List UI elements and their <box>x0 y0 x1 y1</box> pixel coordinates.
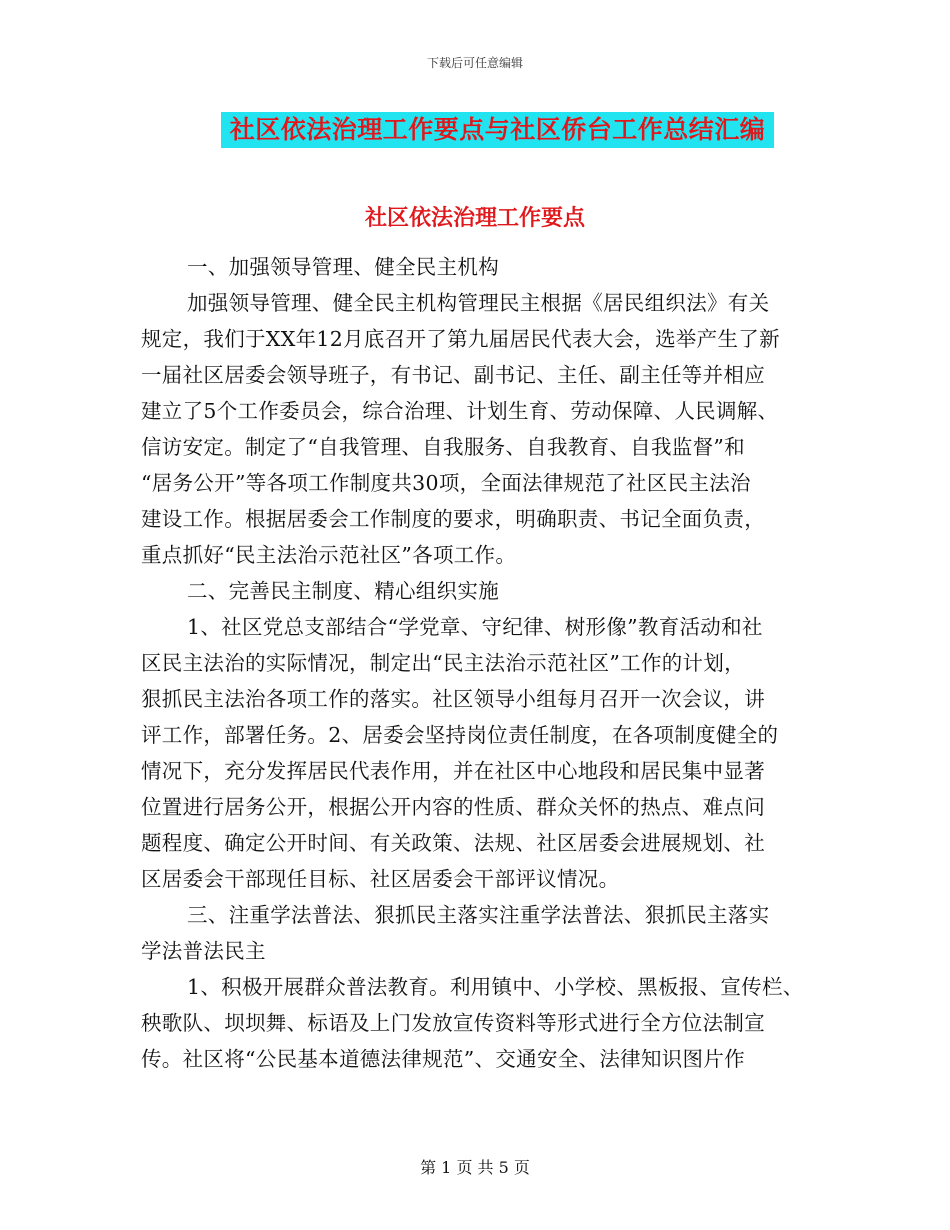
paragraph-line: 区居委会干部现任目标、社区居委会干部评议情况。 <box>141 867 620 891</box>
document-main-title: 社区依法治理工作要点与社区侨台工作总结汇编 <box>221 112 774 148</box>
paragraph-line: 1、积极开展群众普法教育。利用镇中、小学校、黑板报、宣传栏、 <box>187 975 804 999</box>
paragraph-line: 加强领导管理、健全民主机构管理民主根据《居民组织法》有关 <box>187 291 770 315</box>
paragraph-line: 题程度、确定公开时间、有关政策、法规、社区居委会进展规划、社 <box>141 831 765 855</box>
paragraph-line: 建立了5个工作委员会，综合治理、计划生育、劳动保障、人民调解、 <box>141 399 779 423</box>
paragraph-line: 情况下，充分发挥居民代表作用，并在社区中心地段和居民集中显著 <box>141 759 765 783</box>
paragraph-line: 信访安定。制定了“自我管理、自我服务、自我教育、自我监督”和 <box>141 435 745 459</box>
page-footer: 第 1 页 共 5 页 <box>420 1158 530 1177</box>
heading-2: 二、完善民主制度、精心组织实施 <box>187 579 499 603</box>
paragraph-line: 评工作，部署任务。2、居委会坚持岗位责任制度，在各项制度健全的 <box>141 723 779 747</box>
heading-3-continuation: 学法普法民主 <box>141 939 266 963</box>
paragraph-line: 重点抓好“民主法治示范社区”各项工作。 <box>141 543 517 567</box>
paragraph-line: 区民主法治的实际情况，制定出“民主法治示范社区”工作的计划， <box>141 651 745 675</box>
header-note: 下载后可任意编辑 <box>426 56 523 70</box>
paragraph-line: 秧歌队、坝坝舞、标语及上门发放宣传资料等形式进行全方位法制宣 <box>141 1011 765 1035</box>
paragraph-line: 建设工作。根据居委会工作制度的要求，明确职责、书记全面负责， <box>141 507 765 531</box>
body-text <box>141 249 831 1077</box>
section-title: 社区依法治理工作要点 <box>364 206 585 231</box>
paragraph-line: 狠抓民主法治各项工作的落实。社区领导小组每月召开一次会议，讲 <box>141 687 765 711</box>
paragraph-line: “居务公开”等各项工作制度共30项，全面法律规范了社区民主法治 <box>141 471 751 495</box>
heading-1: 一、加强领导管理、健全民主机构 <box>187 255 499 279</box>
paragraph-line: 一届社区居委会领导班子，有书记、副书记、主任、副主任等并相应 <box>141 363 765 387</box>
paragraph-line: 位置进行居务公开，根据公开内容的性质、群众关怀的热点、难点问 <box>141 795 765 819</box>
paragraph-line: 1、社区党总支部结合“学党章、守纪律、树形像”教育活动和社 <box>187 615 763 639</box>
paragraph-line: 传。社区将“公民基本道德法律规范”、交通安全、法律知识图片作 <box>141 1047 745 1071</box>
paragraph-line: 规定，我们于XX年12月底召开了第九届居民代表大会，选举产生了新 <box>141 327 780 351</box>
heading-3: 三、注重学法普法、狠抓民主落实注重学法普法、狠抓民主落实 <box>187 903 770 927</box>
